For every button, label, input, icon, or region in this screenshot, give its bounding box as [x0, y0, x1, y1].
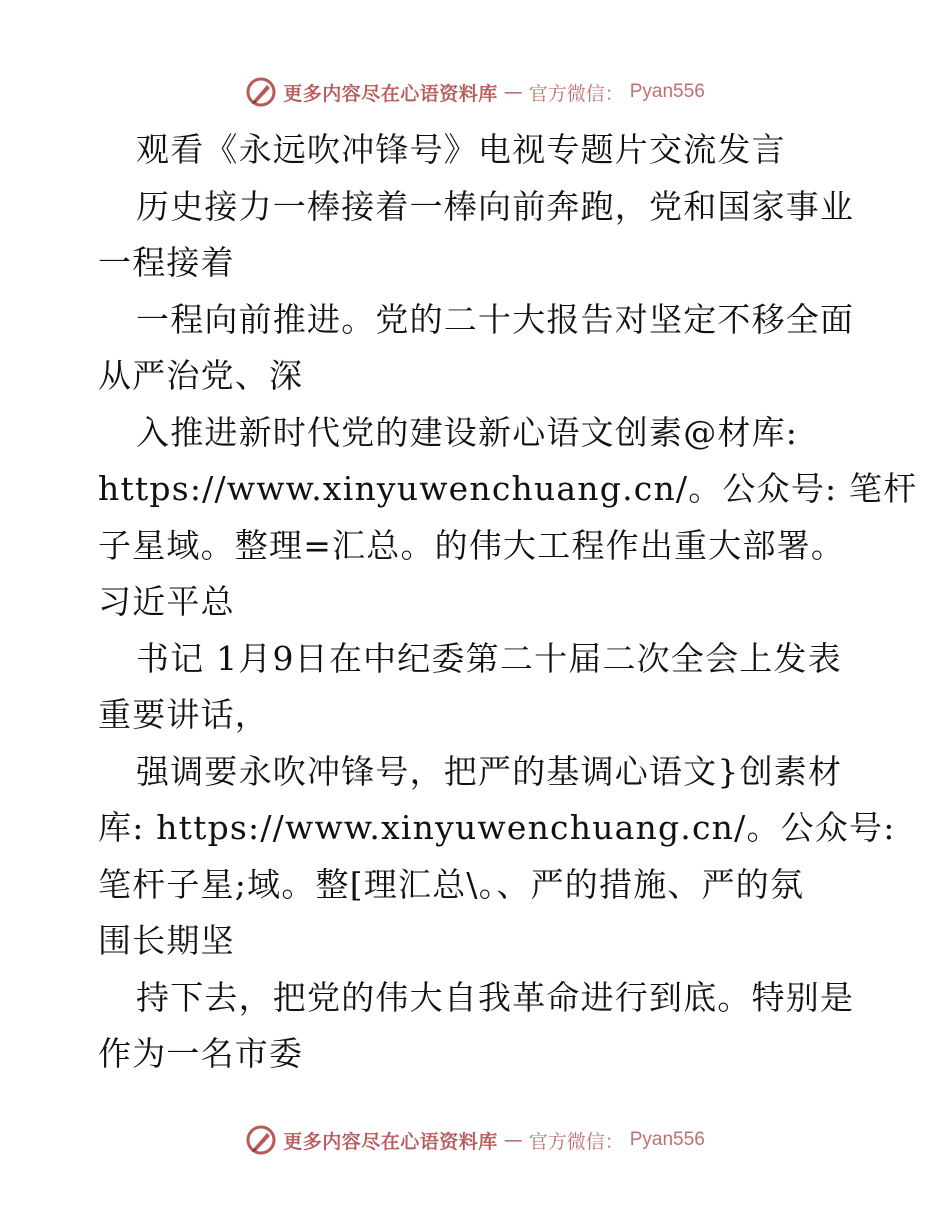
- text-line: 一程接着: [98, 243, 235, 282]
- text-line: 习近平总: [98, 582, 235, 621]
- text-line: 围长期坚: [98, 921, 235, 960]
- banner-wechat-id: Pyan556: [629, 81, 705, 102]
- document-body: [98, 122, 918, 1083]
- text-line: 历史接力一棒接着一棒向前奔跑，党和国家事业: [136, 186, 855, 226]
- text-line: 一程向前推进。党的二十大报告对坚定不移全面: [136, 299, 855, 339]
- text-line: 从严治党、深: [98, 356, 304, 395]
- banner-title: 更多内容尽在心语资料库: [283, 82, 498, 105]
- banner-dash: —: [503, 1129, 523, 1151]
- text-line: 观看《永远吹冲锋号》电视专题片交流发言: [136, 130, 786, 169]
- footer-banner: [0, 1120, 950, 1160]
- text-line: 作为一名市委: [98, 1034, 304, 1073]
- header-banner: [0, 72, 950, 112]
- pen-logo-icon: [245, 1124, 277, 1156]
- banner-title: 更多内容尽在心语资料库: [283, 1130, 498, 1153]
- banner-wechat-label: 官方微信：: [528, 1130, 624, 1153]
- text-line: 入推进新时代党的建设新心语文创素@材库:: [136, 412, 799, 452]
- pen-logo-icon: [245, 76, 277, 108]
- banner-wechat-id: Pyan556: [629, 1129, 705, 1150]
- banner-dash: —: [503, 81, 523, 103]
- text-line: 笔杆子星;域。整[理汇总\。、严的措施、严的氛: [98, 864, 805, 904]
- text-line: 重要讲话，: [98, 695, 269, 734]
- text-line: 子星域。整理=汇总。的伟大工程作出重大部署。: [98, 525, 846, 565]
- text-line: https://www.xinyuwenchuang.cn/。公众号: 笔杆: [98, 469, 918, 508]
- text-line: 持下去，把党的伟大自我革命进行到底。特别是: [136, 977, 855, 1017]
- text-line: 书记 1月9日在中纪委第二十届二次全会上发表: [136, 638, 842, 678]
- banner-wechat-label: 官方微信：: [528, 82, 624, 105]
- text-line: 库: https://www.xinyuwenchuang.cn/。公众号:: [98, 808, 896, 847]
- text-line: 强调要永吹冲锋号，把严的基调心语文}创素材: [136, 751, 843, 791]
